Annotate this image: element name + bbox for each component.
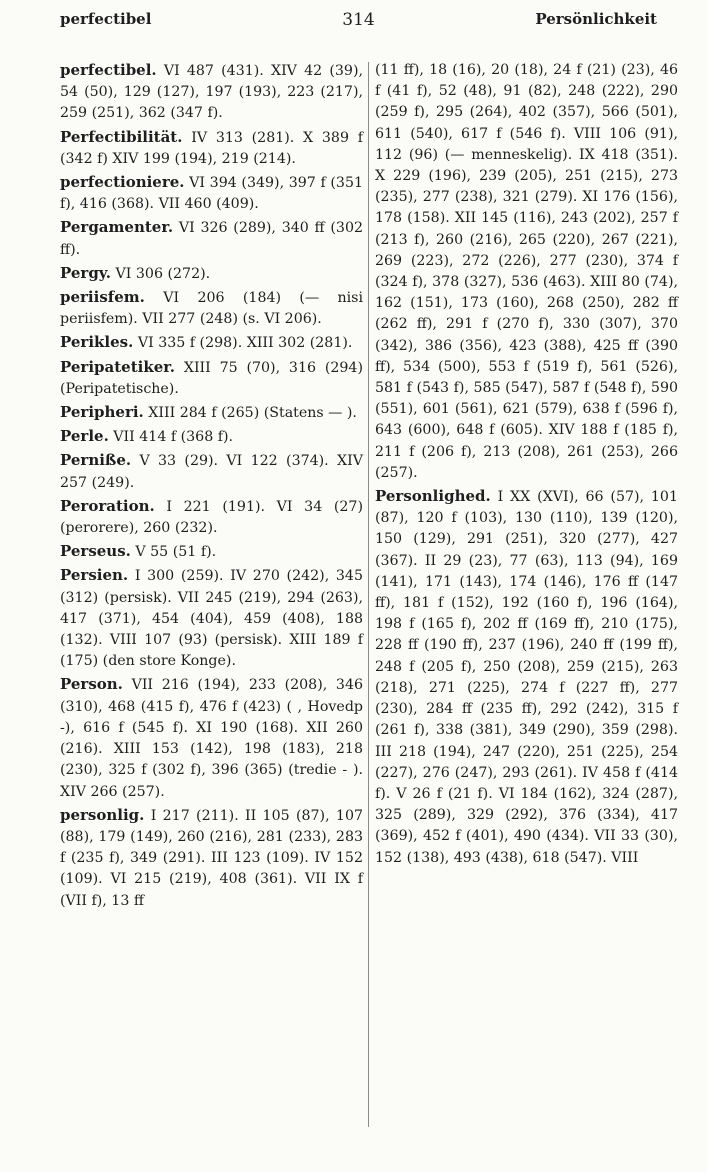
entry-headword: Perseus. bbox=[60, 542, 131, 561]
entry-continuation bbox=[375, 60, 678, 484]
left-column bbox=[60, 60, 363, 914]
entry-headword: Perniße. bbox=[60, 451, 132, 470]
entry-text: XIII 284 f (265) (Statens — ). bbox=[143, 405, 357, 422]
entry bbox=[60, 60, 363, 125]
entry bbox=[60, 805, 363, 912]
entry-text: VII 414 f (368 f). bbox=[108, 429, 234, 446]
entry bbox=[60, 127, 363, 170]
entry-headword: Perfectibilität. bbox=[60, 127, 183, 146]
entry bbox=[60, 565, 363, 672]
entry-headword: Peripheri. bbox=[60, 403, 144, 422]
right-column bbox=[375, 60, 678, 871]
entry-headword: personlig. bbox=[60, 805, 145, 824]
column-divider bbox=[368, 62, 369, 1127]
entry-headword: Persien. bbox=[60, 566, 129, 585]
entry-headword: Perle. bbox=[60, 427, 109, 446]
entry-text: I 217 (211). II 105 (87), 107 (88), 179 (149), 260 (216), 281 (233), 283 f (235 f), 349 (291). III 123 (109). IV 152 (109). VI 215 (219), 408 (361). VII IX f (VII f), 13 ff bbox=[60, 807, 363, 909]
entry-text: I XX (XVI), 66 (57), 101 (87), 120 f (103), 130 (110), 139 (120), 150 (129), 291 (251), 320 (277), 427 (367). II 29 (23), 77 (63), 113 (94), 169 (141), 171 (143), 174 (146), 176 ff (147 ff), 181 f (152), 192 (160 f), 196 (164), 198 f (165 f), 202 ff (169 ff), 210 (175), 228 ff (190 ff), 237 (196), 240 ff (199 ff), 248 f (205 f), 250 (208), 259 (215), 263 (218), 271 (225), 274 f (227 ff), 277 (230), 284 ff (235 ff), 292 (242), 315 f (261 f), 338 (381), 349 (290), 359 (298). III 218 (194), 247 (220), 251 (225), 254 (227), 276 (247), 293 (261). IV 458 f (414 f). V 26 f (21 f). VI 184 (162), 324 (287), 325 (289), 329 (292), 376 (334), 417 (369), 452 f (401), 490 (434). VII 33 (30), 152 (138), 493 (438), 618 (547). VIII bbox=[375, 489, 678, 866]
entry-headword: Person. bbox=[60, 675, 123, 694]
entry-headword: Pergy. bbox=[60, 263, 112, 282]
entry-text: VI 335 f (298). XIII 302 (281). bbox=[133, 335, 353, 352]
entry-text: V 55 (51 f). bbox=[130, 544, 217, 561]
entry-text: (11 ff), 18 (16), 20 (18), 24 f (21) (23), 46 f (41 f), 52 (48), 91 (82), 248 (222), 290 (259 f), 295 (264), 402 (357), 566 (501), 611 (540), 617 f (546 f). VIII 106 (91), 112 (96) (— menneskelig). IX 418 (351). X 229 (196), 239 (205), 251 (215), 273 (235), 277 (238), 321 (279). XI 176 (156), 178 (158). XII 145 (116), 243 (202), 257 f (213 f), 260 (216), 265 (220), 267 (221), 269 (223), 272 (226), 277 (230), 374 f (324 f), 378 (327), 536 (463). XIII 80 (74), 162 (151), 173 (160), 268 (250), 282 ff (262 ff), 291 f (270 f), 330 (307), 370 (342), 386 (356), 423 (388), 425 ff (390 ff), 534 (500), 553 f (519 f), 561 (526), 581 f (543 f), 585 (547), 587 f (548 f), 590 (551), 601 (561), 621 (579), 638 f (596 f), 643 (600), 648 f (605). XIV 188 f (185 f), 211 f (206 f), 213 (208), 261 (253), 266 (257). bbox=[375, 62, 678, 481]
entry-text: IV 313 (281). X 389 f (342 f) XIV 199 (194), 219 (214). bbox=[60, 129, 363, 167]
entry-text: VI 487 (431). XIV 42 (39), 54 (50), 129 (127), 197 (193), 223 (217), 259 (251), 362 (347 f). bbox=[60, 63, 363, 122]
entry-text: V 33 (29). VI 122 (374). XIV 257 (249). bbox=[60, 453, 363, 491]
entry-headword: perfectioniere. bbox=[60, 173, 185, 192]
right-running-headword: Persönlichkeit bbox=[535, 10, 657, 28]
entry-text: I 221 (191). VI 34 (27) (perorere), 260 (232). bbox=[60, 498, 363, 537]
entry-text: XIII 75 (70), 316 (294) (Peripatetische). bbox=[60, 359, 363, 397]
entry-headword: Peripatetiker. bbox=[60, 357, 176, 376]
entry bbox=[60, 674, 363, 802]
entry-text: VII 216 (194), 233 (208), 346 (310), 468 (415 f), 476 f (423) ( , Hovedp -), 616 f (545 f). XI 190 (168). XII 260 (216). XIII 153 (142), 198 (183), 218 (230), 325 f (302 f), 396 (365) (tredie - ). XIV 266 (257). bbox=[60, 677, 363, 800]
entry bbox=[60, 541, 363, 563]
entry-text: I 300 (259). IV 270 (242), 345 (312) (persisk). VII 245 (219), 294 (263), 417 (371), 454 (404), 459 (408), 188 (132). VIII 107 (93) (persisk). XIII 189 f (175) (den store Konge). bbox=[60, 568, 363, 670]
entry-text: VI 306 (272). bbox=[111, 265, 211, 282]
entry bbox=[60, 496, 363, 539]
entry bbox=[60, 450, 363, 493]
entry bbox=[60, 357, 363, 400]
entry-text: VI 206 (184) (— nisi periisfem). VII 277 (248) (s. VI 206). bbox=[60, 290, 363, 328]
entry bbox=[60, 217, 363, 260]
entry-text: VI 394 (349), 397 f (351 f), 416 (368). VII 460 (409). bbox=[60, 175, 363, 213]
entry bbox=[375, 486, 678, 869]
entry bbox=[60, 402, 363, 424]
entry-headword: Perikles. bbox=[60, 333, 134, 352]
page-number: 314 bbox=[342, 10, 375, 30]
entry-headword: periisfem. bbox=[60, 288, 145, 307]
entry-headword: perfectibel. bbox=[60, 61, 157, 79]
entry-headword: Peroration. bbox=[60, 496, 155, 515]
entry-text: VI 326 (289), 340 ff (302 ff). bbox=[60, 220, 363, 258]
entry-headword: Personlighed. bbox=[375, 487, 491, 506]
entry bbox=[60, 426, 363, 448]
left-running-headword: perfectibel bbox=[60, 10, 152, 28]
entry bbox=[60, 172, 363, 215]
entry bbox=[60, 287, 363, 330]
entry bbox=[60, 332, 363, 354]
entry bbox=[60, 263, 363, 285]
entry-headword: Pergamenter. bbox=[60, 218, 174, 237]
running-head bbox=[60, 10, 657, 32]
